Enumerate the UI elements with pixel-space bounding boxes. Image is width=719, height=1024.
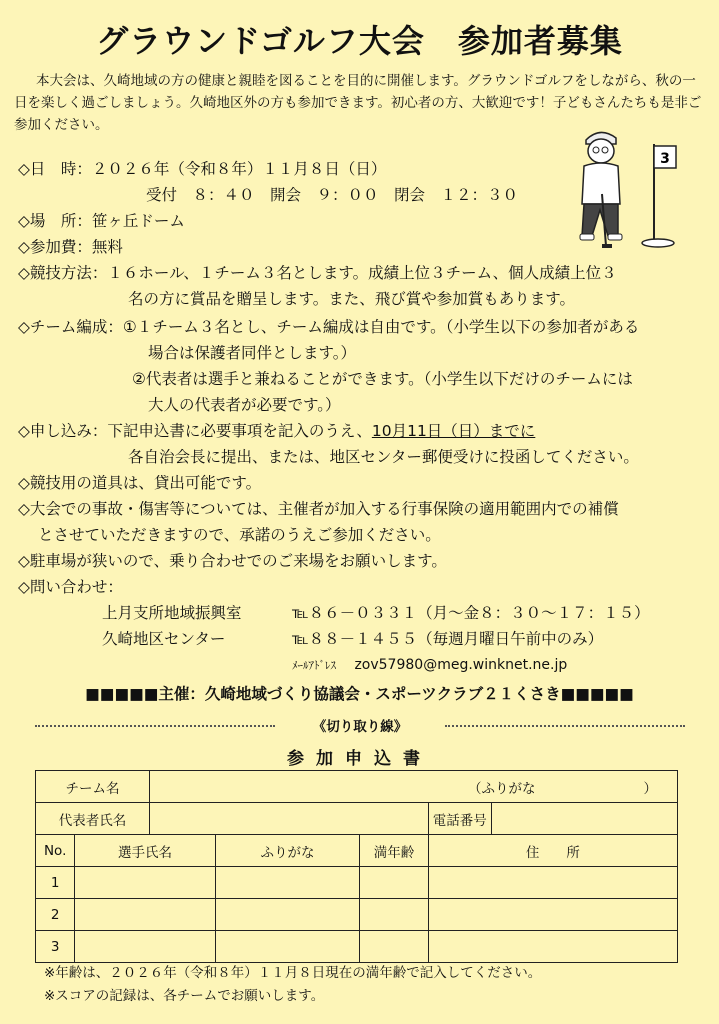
fee-info: ◇参加費：無料	[18, 238, 123, 256]
contact-heading: ◇問い合わせ：	[18, 578, 123, 596]
player-name-field[interactable]	[75, 931, 215, 963]
flag-number: 3	[660, 151, 670, 167]
representative-label: 代表者氏名	[36, 803, 150, 835]
note-age: ※年齢は、２０２６年（令和８年）１１月８日現在の満年齢で記入してください。	[44, 965, 542, 981]
team-name-label: チーム名	[36, 771, 150, 803]
player-address-field[interactable]	[428, 867, 677, 899]
table-row	[36, 931, 678, 963]
intro-paragraph: 本大会は、久崎地域の方の健康と親睦を図ることを目的に開催します。グラウンドゴルフをしながら、秋の一日を楽しく過ごしましょう。久崎地区外の方も参加できます。初心者の方、大歓迎です！子どもさんたちも是非ご参加ください。	[14, 73, 702, 133]
parking-info: ◇駐車場が狭いので、乗り合わせでのご来場をお願いします。	[18, 552, 447, 570]
insurance-info-line1: ◇大会での事故・傷害等については、主催者が加入する行事保険の適用範囲内での補償	[18, 500, 619, 518]
date-info: ◇日 時：２０２６年（令和８年）１１月８日（日）	[18, 160, 387, 178]
player-age-field[interactable]	[360, 931, 428, 963]
contact-phone-1: ℡８６－０３３１（月～金８：３０～１７：１５）	[292, 604, 650, 622]
insurance-info-line2: とさせていただきますので、承諾のうえご参加ください。	[38, 526, 441, 544]
note-score: ※スコアの記録は、各チームでお願いします。	[44, 988, 325, 1004]
team-info-line3: ②代表者は選手と兼ねることができます。（小学生以下だけのチームには	[132, 370, 633, 388]
table-row	[36, 899, 678, 931]
team-info-line2: 場合は保護者同伴とします。）	[148, 344, 357, 362]
email-label: ﾒｰﾙｱﾄﾞﾚｽ	[292, 659, 336, 672]
team-name-row	[36, 771, 678, 803]
equipment-info: ◇競技用の道具は、貸出可能です。	[18, 474, 262, 492]
deadline-date: 10月11日（日）までに	[371, 422, 536, 440]
cut-line-label: 《切り取り線》	[312, 719, 408, 735]
phone-field[interactable]	[491, 803, 677, 835]
col-no-header: No.	[36, 835, 75, 867]
cut-line	[35, 715, 685, 735]
player-name-field[interactable]	[75, 899, 215, 931]
representative-row	[36, 803, 678, 835]
method-info-line2: 名の方に賞品を贈呈します。また、飛び賞や参加賞もあります。	[128, 290, 576, 308]
organizer-banner: ■■■■■主催：久崎地域づくり協議会・スポーツクラブ２１くさき■■■■■	[85, 685, 634, 703]
player-name-field[interactable]	[75, 867, 215, 899]
golfer-illustration	[572, 124, 678, 254]
contact-name-1: 上月支所地域振興室	[102, 604, 242, 622]
team-name-field[interactable]	[150, 771, 678, 803]
application-form	[35, 770, 678, 963]
player-age-field[interactable]	[360, 867, 428, 899]
col-name-header: 選手氏名	[75, 835, 215, 867]
table-row	[36, 867, 678, 899]
furigana-note: （ふりがな ）	[468, 780, 657, 797]
application-info-line1	[18, 418, 535, 444]
row-number: 2	[36, 899, 75, 931]
player-furigana-field[interactable]	[215, 899, 360, 931]
email-address[interactable]: zov57980@meg.winknet.ne.jp	[354, 657, 568, 673]
table-header-row	[36, 835, 678, 867]
representative-field[interactable]	[150, 803, 429, 835]
player-age-field[interactable]	[360, 899, 428, 931]
col-age-header: 満年齢	[360, 835, 428, 867]
contact-phone-2: ℡８８－１４５５（毎週月曜日午前中のみ）	[292, 630, 604, 648]
time-info: 受付 ８：４０ 開会 ９：００ 閉会 １２：３０	[146, 186, 519, 204]
method-info-line1: ◇競技方法：１６ホール、１チーム３名とします。成績上位３チーム、個人成績上位３	[18, 264, 617, 282]
player-furigana-field[interactable]	[215, 867, 360, 899]
team-info-line1: ◇チーム編成：①１チーム３名とし、チーム編成は自由です。（小学生以下の参加者がある	[18, 318, 640, 336]
row-number: 1	[36, 867, 75, 899]
contact-name-2: 久崎地区センター	[102, 630, 226, 648]
player-address-field[interactable]	[428, 931, 677, 963]
form-title: 参加申込書	[287, 749, 432, 769]
contact-email-row	[292, 652, 567, 679]
page-title: グラウンドゴルフ大会 参加者募集	[96, 22, 623, 60]
player-address-field[interactable]	[428, 899, 677, 931]
col-address-header: 住 所	[428, 835, 677, 867]
team-info-line4: 大人の代表者が必要です。）	[148, 396, 341, 414]
row-number: 3	[36, 931, 75, 963]
phone-label: 電話番号	[428, 803, 491, 835]
application-info-line2: 各自治会長に提出、または、地区センター郵便受けに投函してください。	[128, 448, 639, 466]
form-notes	[44, 962, 541, 1008]
col-furigana-header: ふりがな	[215, 835, 360, 867]
place-info: ◇場 所：笹ヶ丘ドーム	[18, 212, 185, 230]
application-text: ◇申し込み：下記申込書に必要事項を記入のうえ、	[18, 422, 372, 440]
player-furigana-field[interactable]	[215, 931, 360, 963]
